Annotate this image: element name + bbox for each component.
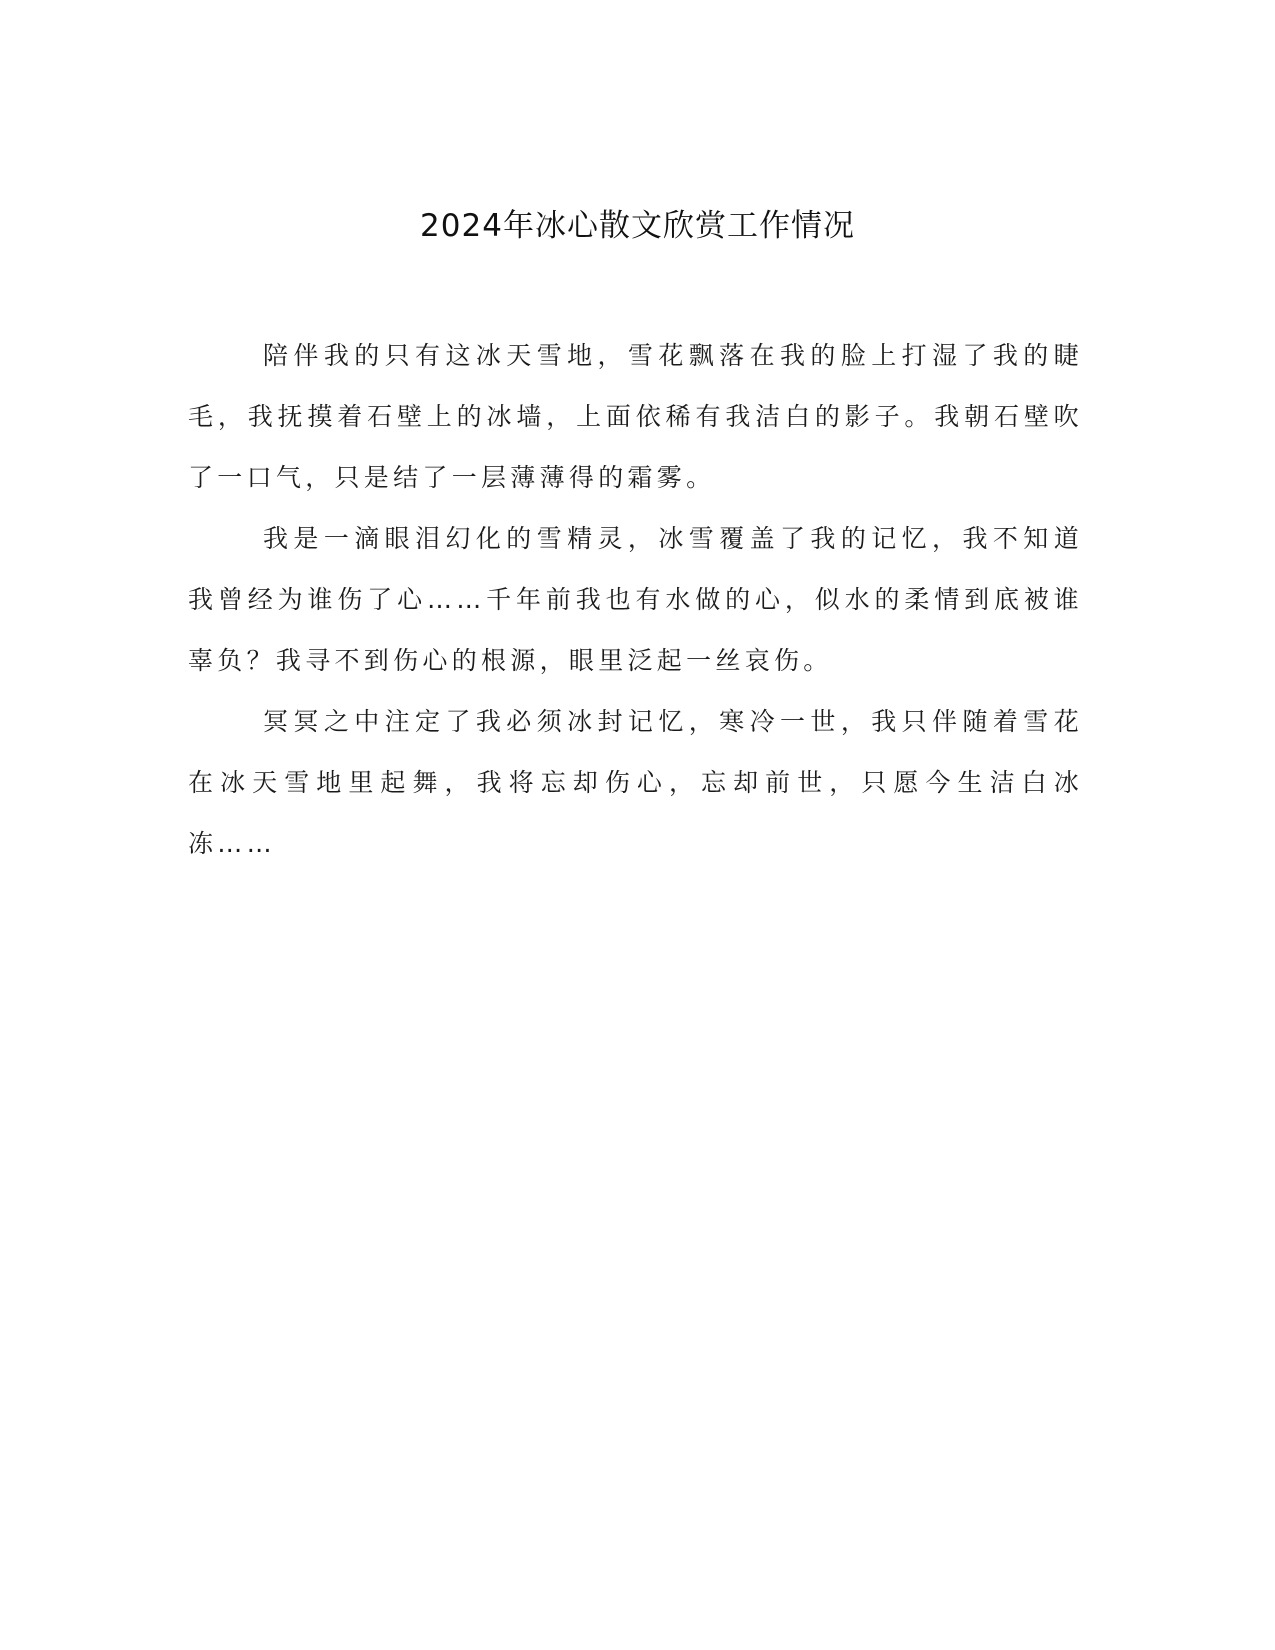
document-title: 2024年冰心散文欣赏工作情况 xyxy=(420,208,855,244)
document-body xyxy=(188,325,1083,874)
paragraph-1: 陪伴我的只有这冰天雪地，雪花飘落在我的脸上打湿了我的睫毛，我抚摸着石壁上的冰墙，上面依稀有我洁白的影子。我朝石壁吹了一口气，只是结了一层薄薄得的霜雾。 xyxy=(188,341,1083,492)
paragraph-2: 我是一滴眼泪幻化的雪精灵，冰雪覆盖了我的记忆，我不知道我曾经为谁伤了心……千年前我也有水做的心，似水的柔情到底被谁辜负？我寻不到伤心的根源，眼里泛起一丝哀伤。 xyxy=(188,524,1083,675)
paragraph-3: 冥冥之中注定了我必须冰封记忆，寒冷一世，我只伴随着雪花在冰天雪地里起舞，我将忘却伤心，忘却前世，只愿今生洁白冰冻…… xyxy=(188,707,1083,858)
